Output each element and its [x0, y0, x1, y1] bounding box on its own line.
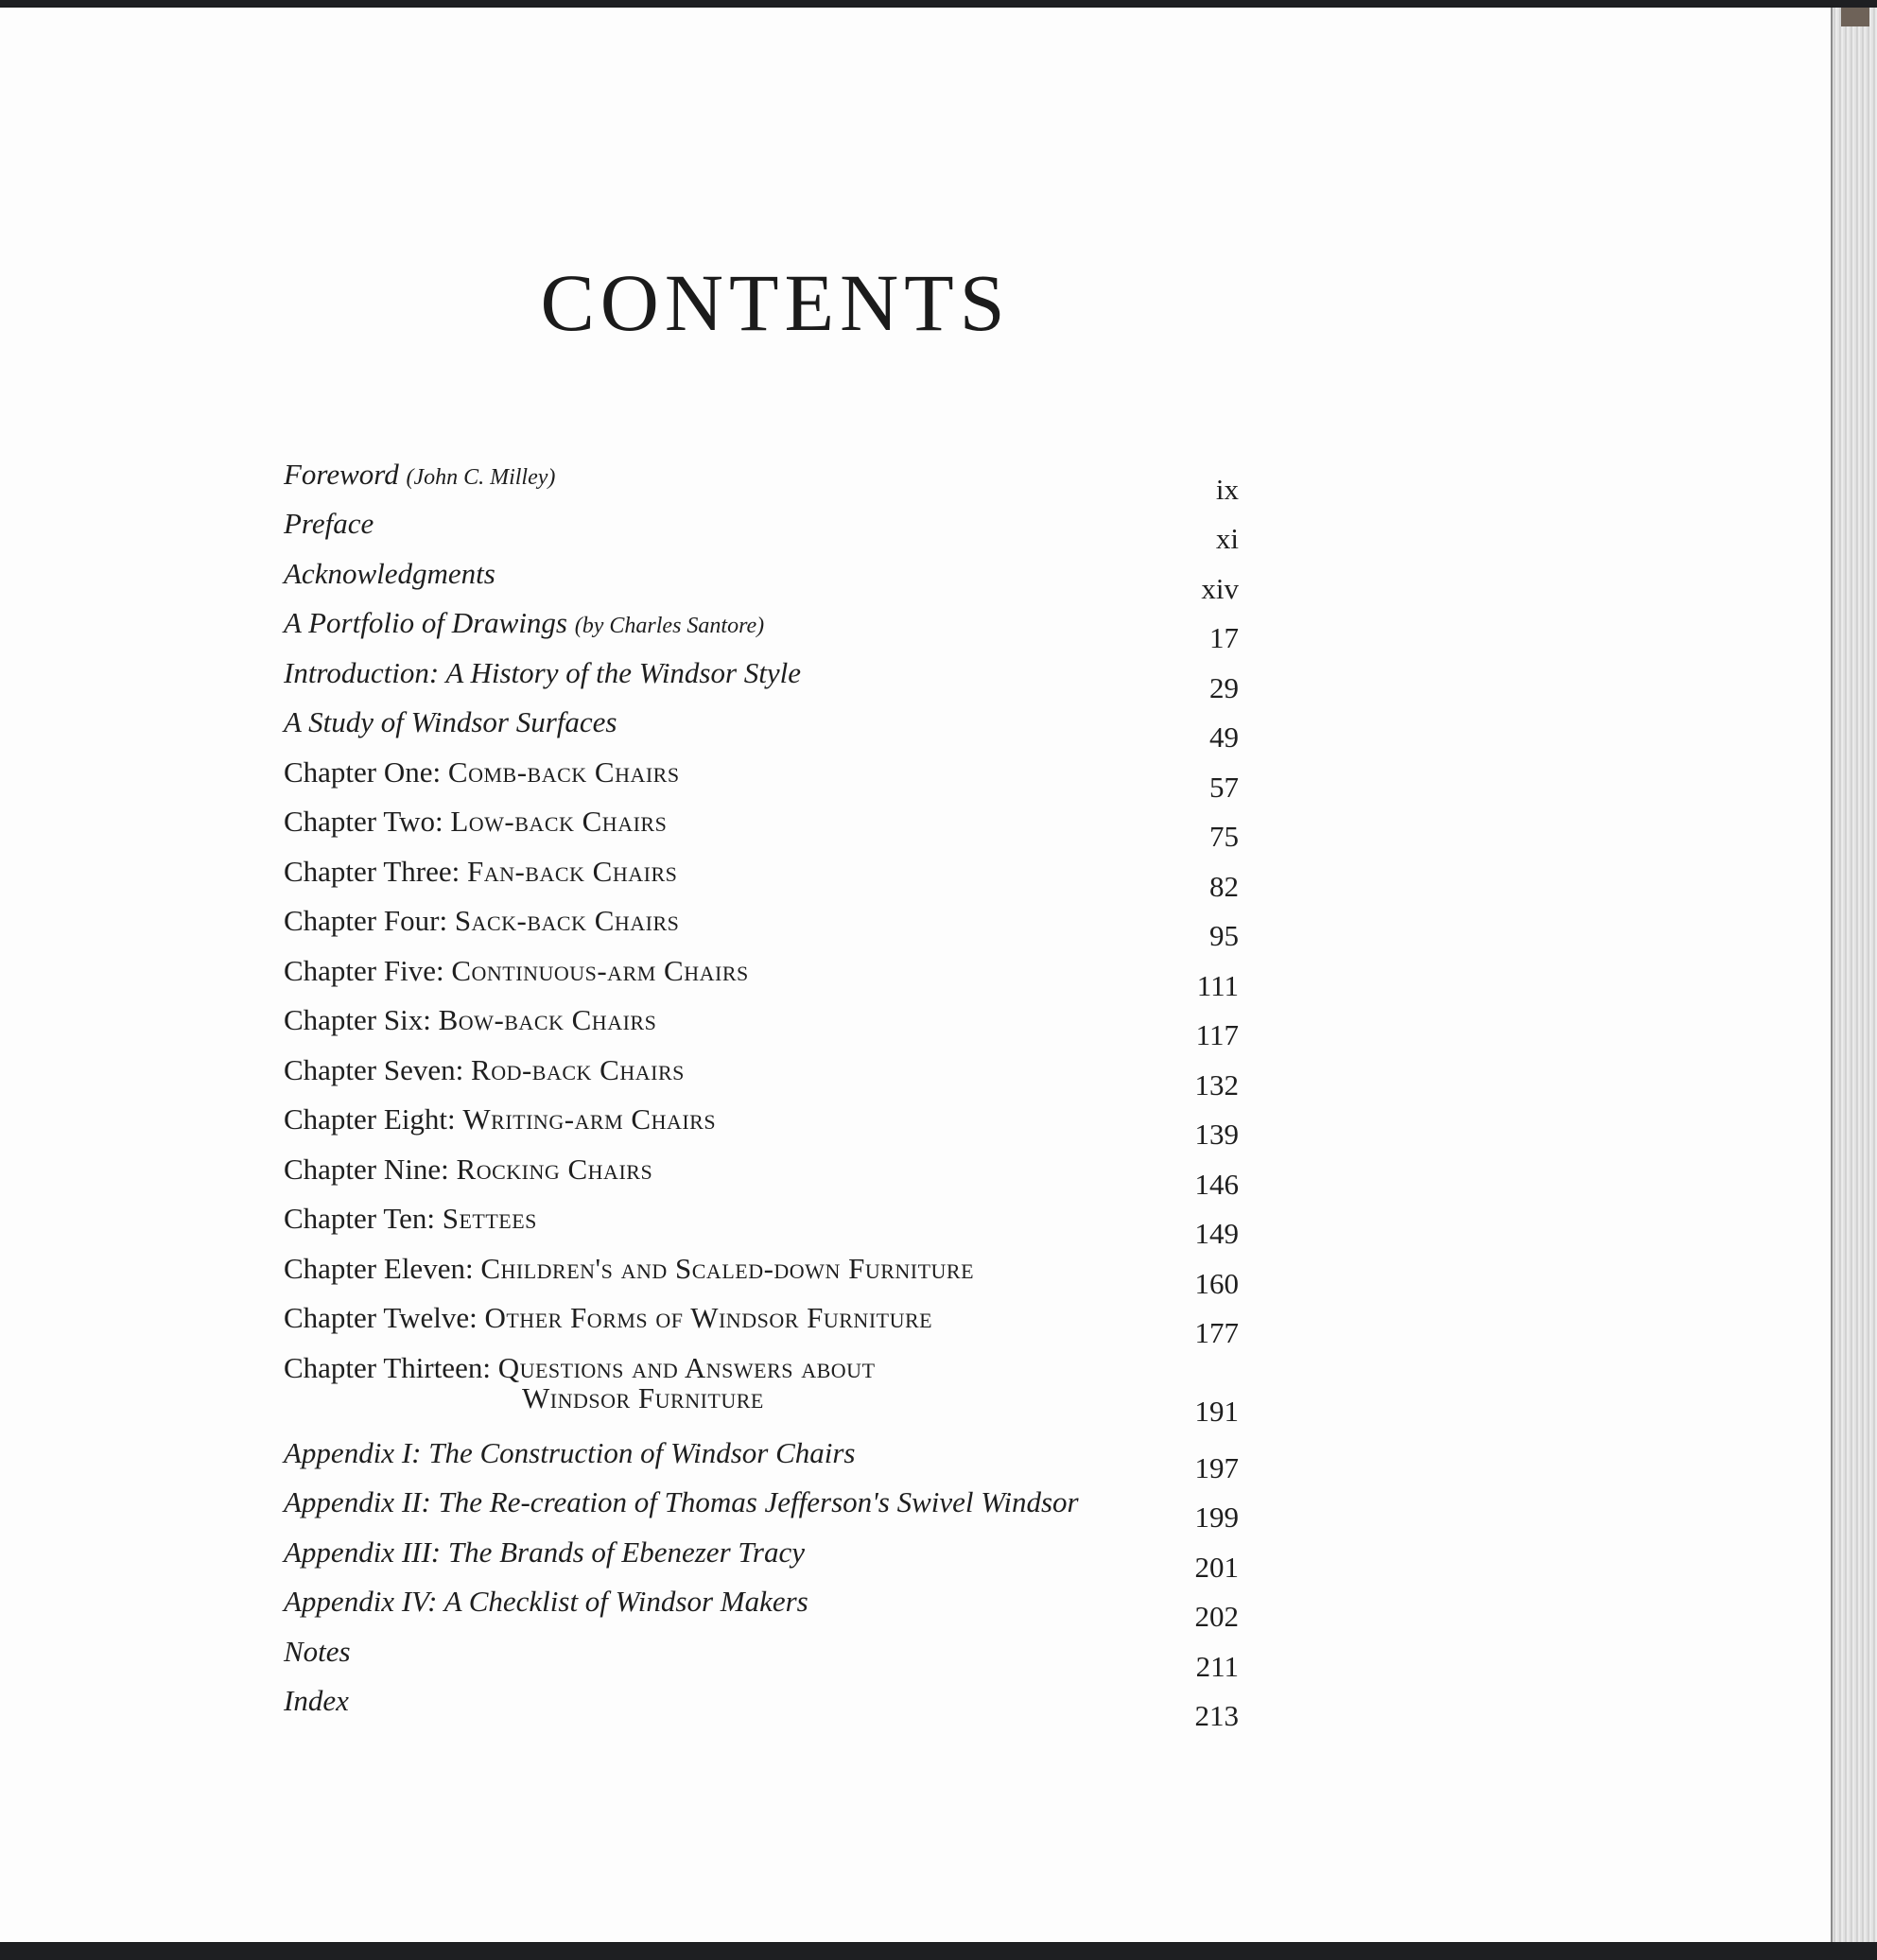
toc-page-number: 149	[1194, 1217, 1239, 1250]
toc-entry-label: Foreword (John C. Milley)	[284, 458, 556, 491]
toc-entry-label: Chapter Five: Continuous-arm Chairs	[284, 954, 749, 987]
toc-entry-chapter-2	[284, 805, 1239, 854]
toc-entry-chapter-12	[284, 1301, 1239, 1350]
toc-entry-label: Chapter Six: Bow-back Chairs	[284, 1003, 657, 1036]
toc-entry-label: Chapter Eleven: Children's and Scaled-down Furniture	[284, 1252, 975, 1285]
toc-entry-appendix-2	[284, 1485, 1239, 1535]
toc-page-number: 132	[1194, 1068, 1239, 1101]
toc-entry-chapter-4	[284, 904, 1239, 953]
toc-entry-foreword	[284, 458, 1239, 507]
toc-entry-preface	[284, 507, 1239, 556]
toc-page-number: 146	[1194, 1168, 1239, 1201]
toc-page-number: ix	[1215, 473, 1239, 506]
toc-page-number: 202	[1194, 1600, 1239, 1633]
toc-entry-label: Chapter Nine: Rocking Chairs	[284, 1153, 653, 1186]
toc-entry-label: Preface	[284, 507, 374, 540]
toc-entry-label: Chapter Seven: Rod-back Chairs	[284, 1053, 685, 1086]
toc-page-number: 95	[1209, 919, 1239, 952]
toc-page-number: 139	[1194, 1118, 1239, 1151]
page-edge	[1831, 8, 1877, 1942]
toc-entry-label: Notes	[284, 1635, 351, 1668]
toc-entry-label: Acknowledgments	[284, 557, 495, 590]
toc-page-number: 199	[1194, 1500, 1239, 1534]
toc-entry-chapter-7	[284, 1053, 1239, 1102]
toc-page-number: 197	[1194, 1451, 1239, 1484]
toc-entry-appendix-3	[284, 1535, 1239, 1585]
toc-entry-chapter-1	[284, 755, 1239, 805]
toc-page-number: xi	[1215, 522, 1239, 555]
toc-entry-index	[284, 1684, 1239, 1733]
toc-entry-chapter-10	[284, 1202, 1239, 1251]
page-title: CONTENTS	[540, 257, 1011, 348]
toc-entry-label: Chapter One: Comb-back Chairs	[284, 755, 680, 789]
toc-entry-chapter-13	[284, 1351, 1239, 1436]
toc-page-number: 191	[1194, 1395, 1239, 1428]
toc-page-number: 17	[1209, 621, 1239, 654]
toc-entry-appendix-4	[284, 1585, 1239, 1634]
toc-entry-label: Chapter Four: Sack-back Chairs	[284, 904, 680, 937]
toc-entry-appendix-1	[284, 1436, 1239, 1485]
toc-page-number: xiv	[1201, 572, 1239, 605]
toc-page-number: 57	[1209, 771, 1239, 804]
toc-entry-label: Chapter Eight: Writing-arm Chairs	[284, 1102, 717, 1136]
toc-entry-label: Appendix III: The Brands of Ebenezer Tracy	[284, 1535, 805, 1569]
corner-tab	[1841, 8, 1869, 26]
toc-entry-label: Chapter Twelve: Other Forms of Windsor Furniture	[284, 1301, 933, 1334]
toc-entry-label: Chapter Two: Low-back Chairs	[284, 805, 668, 838]
toc-entry-label: Chapter Three: Fan-back Chairs	[284, 855, 678, 888]
toc-entry-label: Appendix II: The Re-creation of Thomas Jefferson's Swivel Windsor	[284, 1485, 1079, 1518]
toc-entry-chapter-3	[284, 855, 1239, 904]
toc-page-number: 111	[1196, 969, 1239, 1002]
toc-entry-chapter-11	[284, 1252, 1239, 1301]
toc-entry-label: A Portfolio of Drawings (by Charles Santore)	[284, 606, 765, 639]
toc-entry-introduction	[284, 656, 1239, 705]
toc-entry-study	[284, 705, 1239, 755]
toc-entry-notes	[284, 1635, 1239, 1684]
toc-page-number: 177	[1194, 1316, 1239, 1349]
toc-entry-label: A Study of Windsor Surfaces	[284, 705, 617, 738]
toc-page-number: 201	[1194, 1551, 1239, 1584]
toc-entry-label: Index	[284, 1684, 349, 1717]
toc-entry-label: Introduction: A History of the Windsor Style	[284, 656, 802, 689]
toc-page-number: 117	[1195, 1018, 1239, 1051]
toc-entry-label: Appendix IV: A Checklist of Windsor Makers	[284, 1585, 808, 1618]
toc-entry-chapter-6	[284, 1003, 1239, 1052]
toc-entry-label: Chapter Ten: Settees	[284, 1202, 537, 1235]
toc-page-number: 49	[1209, 720, 1239, 754]
toc-page-number: 29	[1209, 671, 1239, 704]
toc-page-number: 160	[1194, 1267, 1239, 1300]
toc-page-number: 82	[1209, 870, 1239, 903]
toc-page-number: 211	[1195, 1650, 1239, 1683]
toc-entry-label: Chapter Thirteen: Questions and Answers about Windsor Furniture	[284, 1351, 876, 1414]
toc-entry-portfolio	[284, 606, 1239, 655]
toc-entry-label: Appendix I: The Construction of Windsor Chairs	[284, 1436, 856, 1469]
toc-entry-chapter-5	[284, 954, 1239, 1003]
toc-entry-chapter-8	[284, 1102, 1239, 1152]
toc-entry-chapter-9	[284, 1153, 1239, 1202]
toc-page-number: 213	[1194, 1699, 1239, 1732]
toc-entry-acknowledgments	[284, 557, 1239, 606]
toc-page-number: 75	[1209, 820, 1239, 853]
